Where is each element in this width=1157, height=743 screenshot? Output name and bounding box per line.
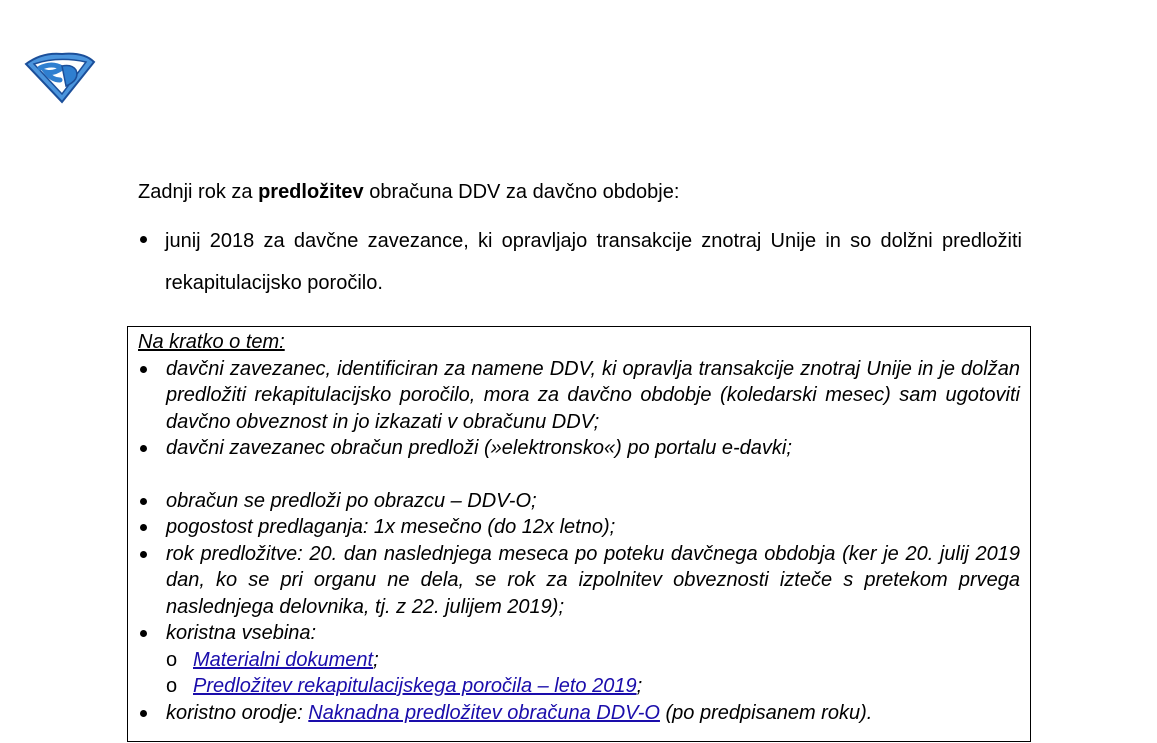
bullet-icon [140,498,147,505]
punctuation: ; [373,648,379,671]
fursd-logo-icon [22,50,96,104]
list-item-text: koristna vsebina: [166,622,317,644]
intro-lead-post: obračuna DDV za davčno obdobje: [363,181,680,203]
sub-bullet-icon: o [166,675,178,697]
bullet-icon [140,445,147,452]
list-item [138,488,1020,515]
bullet-icon [140,630,147,637]
list-item-text: pogostost predlaganja: 1x mesečno (do 12x letno); [166,516,616,538]
link-rekapitulacijsko-porocilo[interactable]: Predložitev rekapitulacijskega poročila – leto 2019 [193,675,637,697]
summary-list [138,356,1020,727]
list-item-text: (po predpisanem roku). [659,701,873,724]
intro-lead [138,178,1022,206]
list-item-text: koristno orodje: [166,701,309,724]
spacer [138,462,1020,488]
sub-bullet-icon: o [166,648,178,671]
intro-lead-pre: Zadnji rok za [138,181,259,203]
bullet-icon [140,551,147,558]
list-item-text: davčni zavezanec, identificiran za namene DDV, ki opravlja transakcije znotraj Unije in je dolžan predložiti rekapitulacijsko poročilo, mora za davčno obdobje (koledarski mesec) sam ugotoviti davčno obveznost in jo izkazati v obračunu DDV; [166,357,1020,433]
intro-bullet [138,220,1022,304]
bullet-icon [140,236,147,243]
link-materialni-dokument[interactable]: Materialni dokument [193,648,374,671]
bullet-icon [140,524,147,531]
intro-section [138,178,1022,304]
list-item-text: obračun se predloži po obrazcu – DDV-O; [166,489,537,512]
intro-lead-bold: predložitev [258,181,364,203]
summary-box [127,326,1031,742]
list-item-text: rok predložitve: 20. dan naslednjega meseca po poteku davčnega obdobja (ker je 20. julij 2019 dan, ko se pri organu ne dela, se rok za izpolnitev obveznosti izteče s pretekom prvega naslednjega delovnika, tj. z 22. julijem 2019); [166,542,1020,618]
punctuation: ; [636,675,643,697]
list-item [138,514,1020,541]
list-item [138,620,1020,647]
sub-list-item [138,673,1020,700]
link-naknadna-predlozitev[interactable]: Naknadna predložitev obračuna DDV-O [308,701,660,724]
sub-list-item [138,647,1020,674]
summary-heading: Na kratko o tem: [138,331,285,353]
list-item-text: davčni zavezanec obračun predloži (»elektronsko«) po portalu e-davki; [166,437,792,459]
list-item [138,700,1020,727]
bullet-icon [140,366,147,373]
bullet-icon [140,710,147,717]
list-item [138,541,1020,621]
intro-bullet-text: junij 2018 za davčne zavezance, ki opravljajo transakcije znotraj Unije in so dolžni predložiti rekapitulacijsko poročilo. [165,230,1022,294]
list-item [138,435,1020,462]
list-item [138,356,1020,436]
